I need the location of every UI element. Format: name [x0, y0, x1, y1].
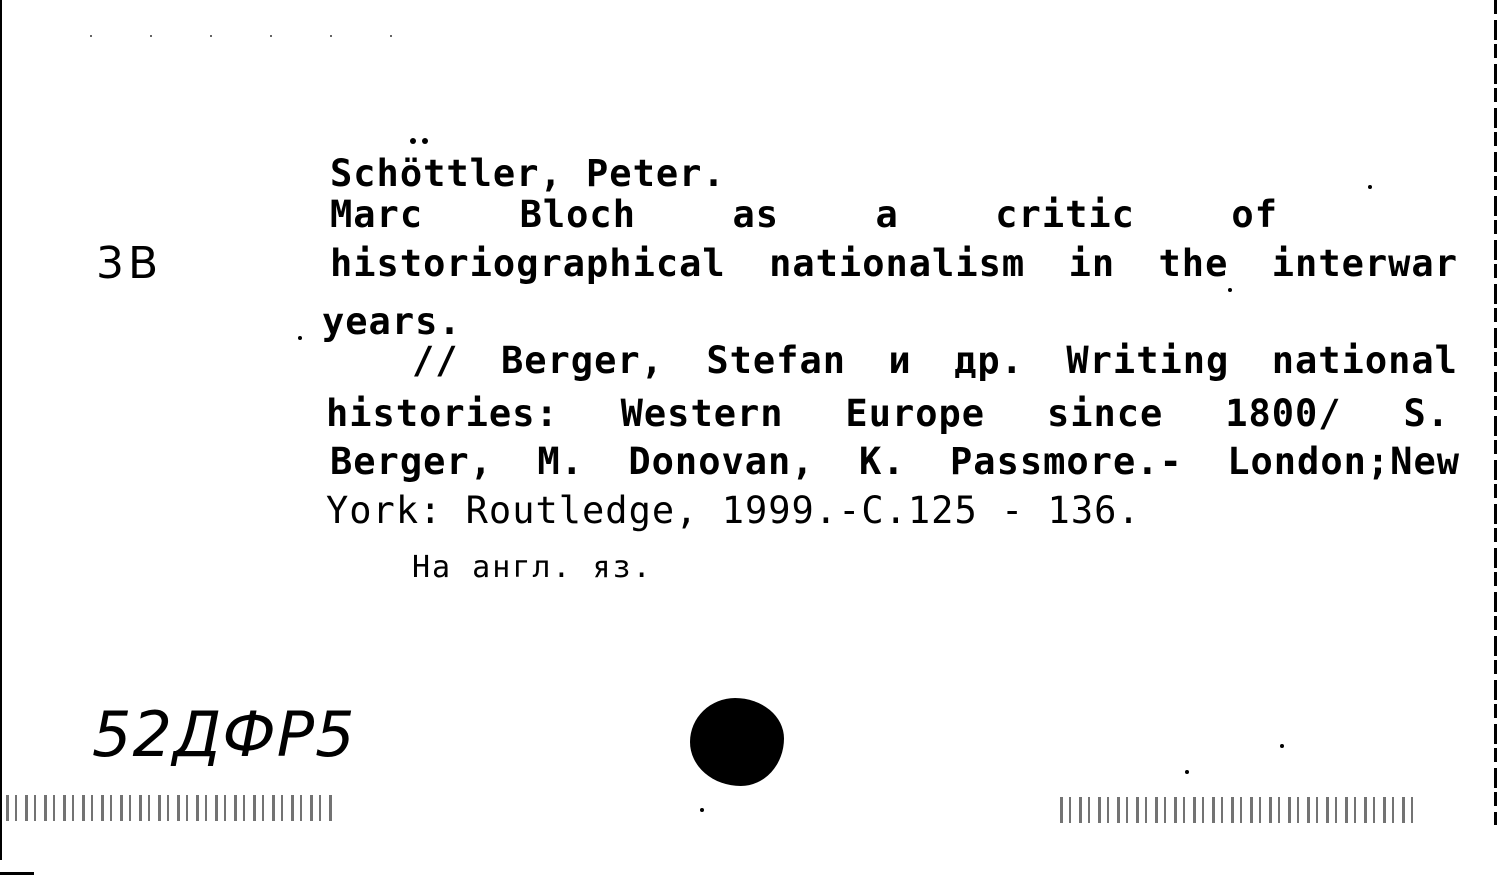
source-word: Writing: [1066, 339, 1230, 382]
title-word: of: [1231, 193, 1278, 236]
title-word: as: [732, 193, 780, 236]
title-word: interwar: [1271, 242, 1458, 285]
source-line-1: [412, 339, 1458, 382]
source-word: S.: [1403, 392, 1450, 435]
stray-dot: [1228, 288, 1232, 292]
scan-noise-top: [90, 35, 450, 37]
card-left-edge: [0, 0, 2, 860]
source-word: Passmore.-: [950, 440, 1183, 483]
source-word: Berger,: [330, 440, 493, 483]
source-word: since: [1046, 392, 1164, 435]
source-word: Europe: [845, 392, 986, 435]
source-word: M.: [537, 440, 584, 483]
source-word: и: [888, 339, 912, 382]
language-note: На англ. яз.: [412, 550, 653, 585]
source-word: др.: [954, 339, 1024, 382]
card-right-edge: [1494, 0, 1497, 825]
title-word: Marc: [330, 193, 424, 236]
source-word: Berger,: [500, 339, 664, 382]
source-word: K.: [859, 440, 906, 483]
punch-hole: [690, 698, 784, 786]
stray-dot: [1185, 770, 1189, 774]
scan-noise-left: [6, 795, 336, 821]
handwritten-code: 52ДФР5: [92, 698, 356, 771]
source-word: London;New: [1227, 440, 1460, 483]
title-word: nationalism: [769, 242, 1026, 285]
source-line-3: [330, 440, 1460, 483]
stray-dot: [1368, 185, 1372, 189]
card-corner-mark: [0, 872, 34, 875]
scan-noise-right: [1060, 797, 1420, 823]
title-line-2: [330, 242, 1458, 285]
source-word: Stefan: [706, 339, 846, 382]
source-line-2: [326, 392, 1450, 435]
source-line-4: York: Routledge, 1999.-C.125 - 136.: [326, 489, 1141, 532]
author-name: Schöttler, Peter.: [330, 152, 726, 195]
title-word: critic: [995, 193, 1135, 236]
source-word: national: [1271, 339, 1458, 382]
title-line-1: [330, 193, 1278, 236]
source-word: histories:: [326, 392, 559, 435]
title-word: a: [875, 193, 899, 236]
stray-dot: [298, 336, 302, 340]
title-word: historiographical: [330, 242, 726, 285]
source-word: Donovan,: [628, 440, 815, 483]
title-word: Bloch: [519, 193, 636, 236]
source-word: Western: [620, 392, 784, 435]
stray-dot: [1280, 744, 1284, 748]
source-word: //: [412, 339, 459, 382]
title-word: in: [1068, 242, 1116, 285]
umlaut-dots: [410, 138, 428, 146]
stray-dot: [700, 808, 704, 812]
source-word: 1800/: [1225, 392, 1342, 435]
title-word: the: [1158, 242, 1229, 285]
title-line-3: years.: [322, 300, 462, 343]
shelf-mark: 3B: [96, 238, 163, 289]
